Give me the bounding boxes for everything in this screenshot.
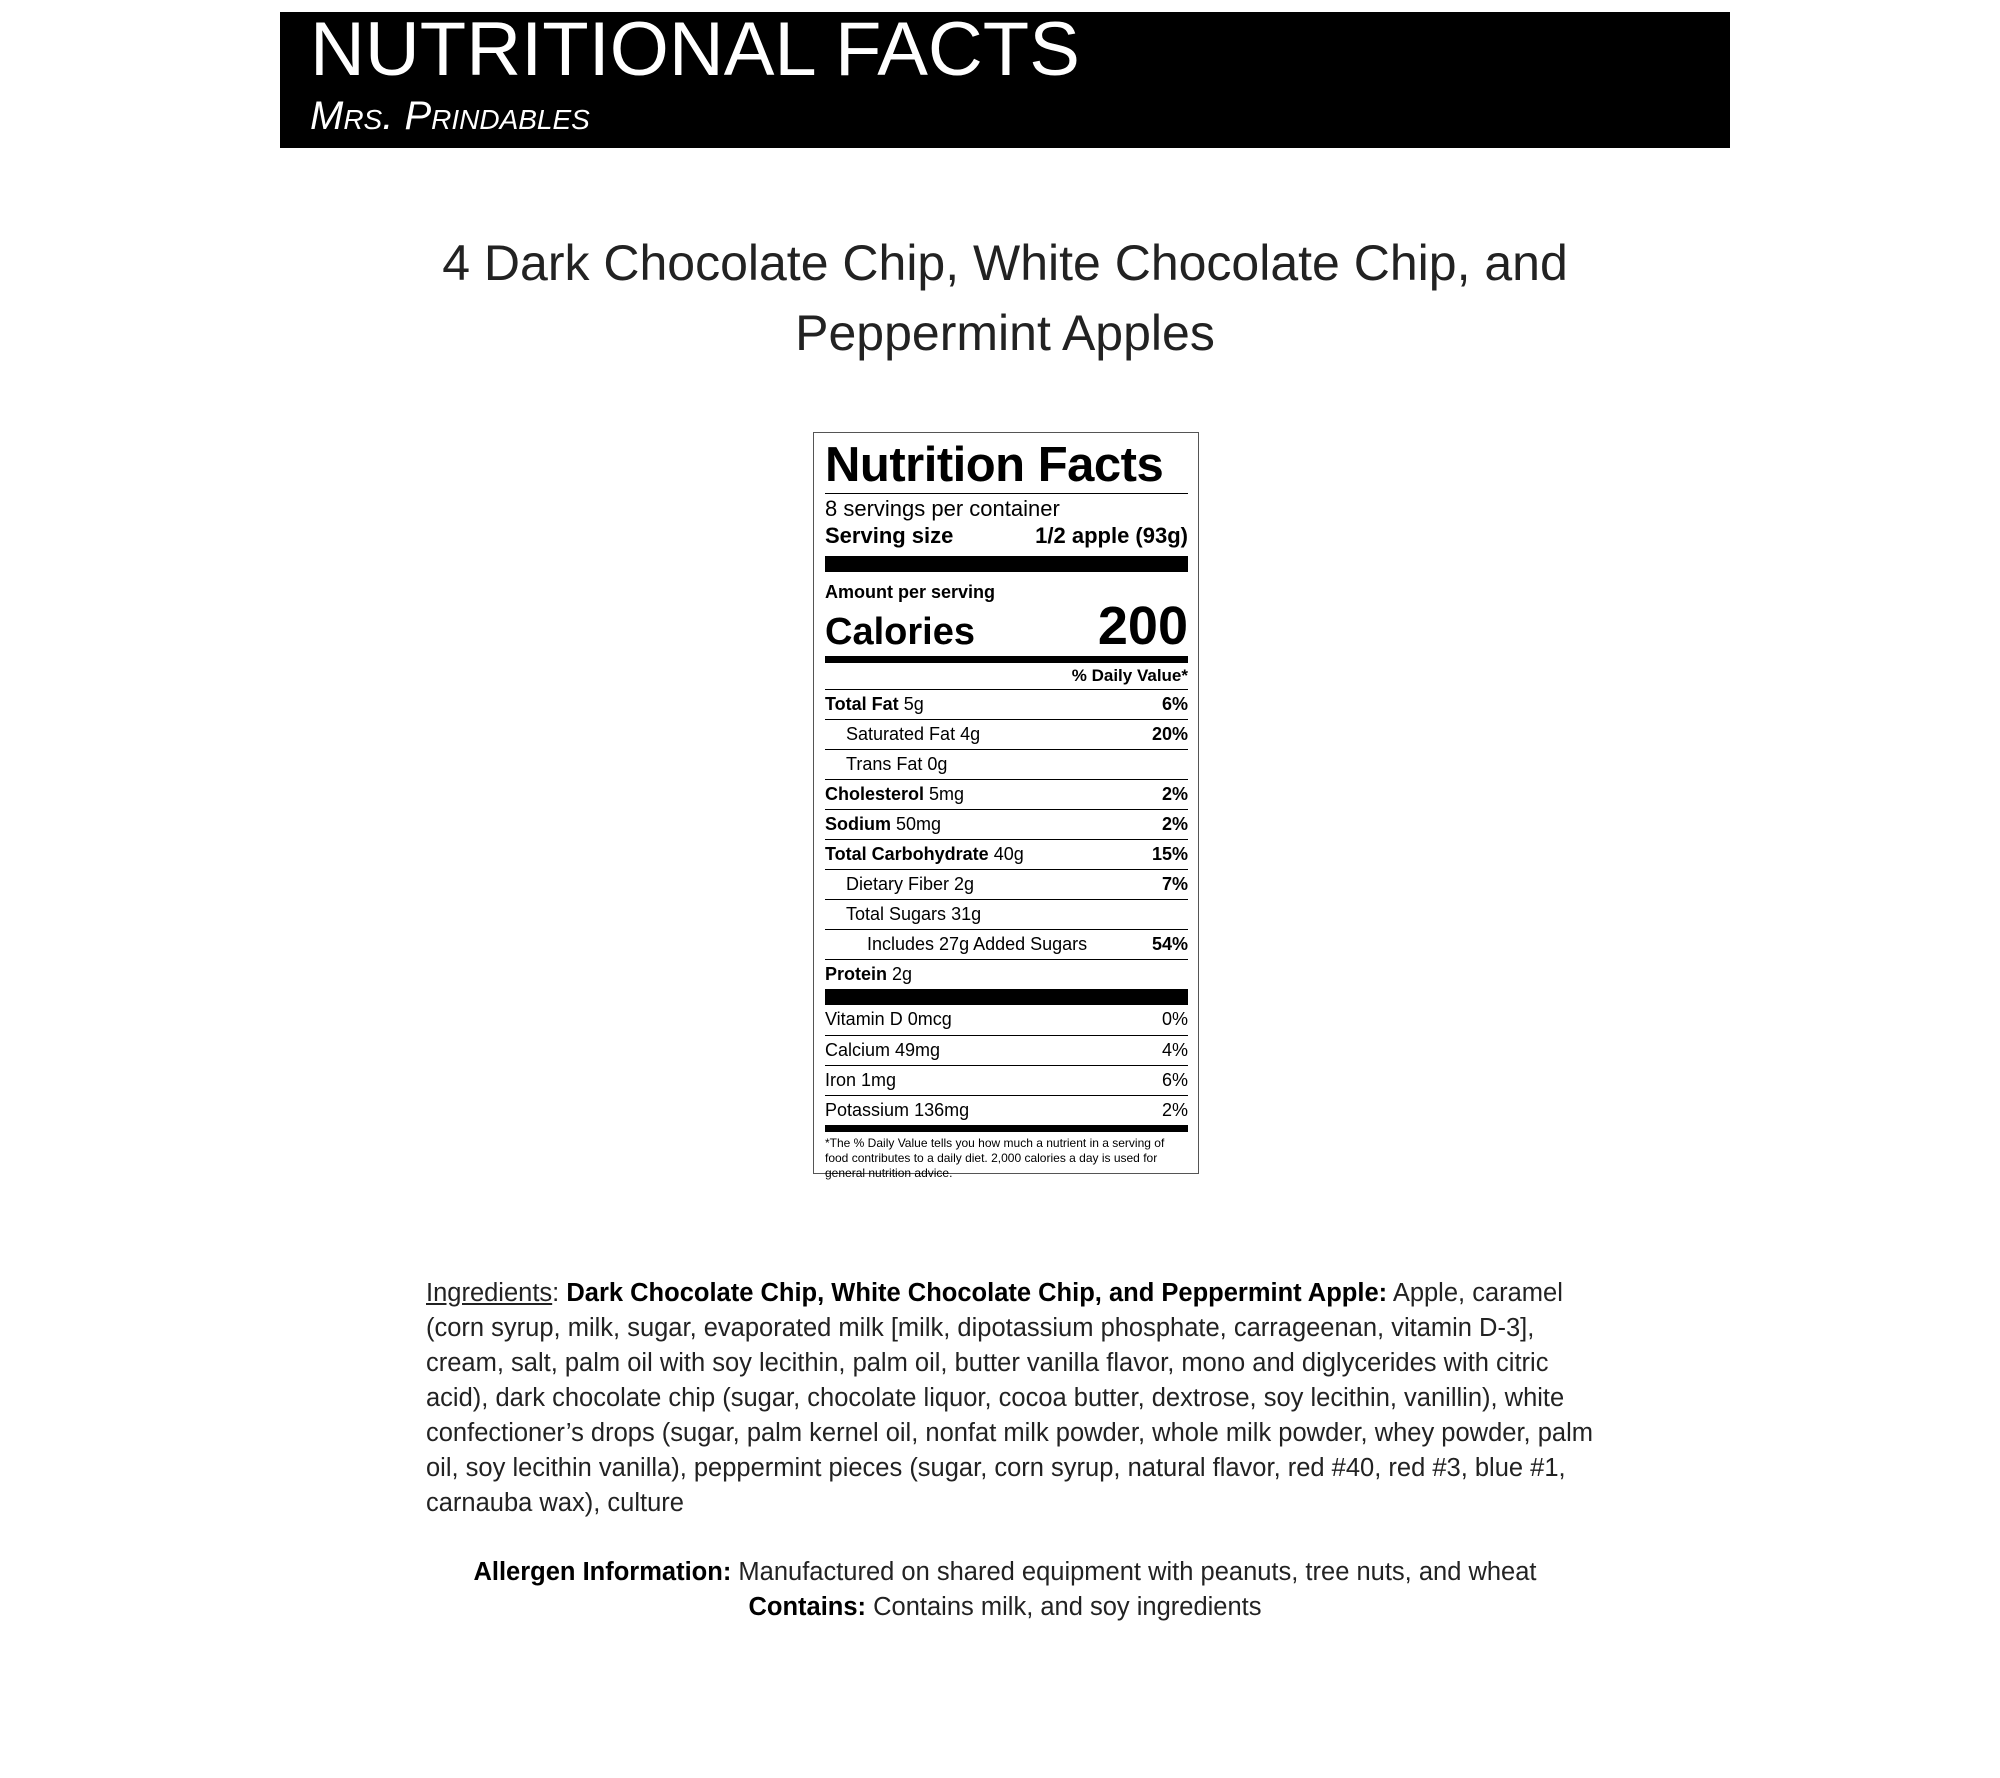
nutrient-name: Total Fat — [825, 694, 899, 714]
vitamin-pct: 2% — [1161, 1100, 1188, 1120]
servings-per-container: 8 servings per container — [825, 496, 1060, 521]
vitamin-amount: 1mg — [861, 1070, 897, 1090]
nutrient-row-total-carbohydrate — [825, 839, 1188, 869]
nutrient-amount: 5g — [903, 694, 924, 714]
nutrient-pct: 7% — [1161, 874, 1188, 894]
nutrient-name: Trans Fat — [846, 754, 923, 774]
nutrient-amount: 2g — [892, 964, 913, 984]
contains-label: Contains: — [748, 1593, 867, 1621]
nutrient-name: Cholesterol — [825, 784, 925, 804]
nutrient-amount: 40g — [993, 844, 1024, 864]
page-title: NUTRITIONAL FACTS — [310, 7, 1080, 92]
nutrient-amount: 2g — [954, 874, 975, 894]
thick-divider — [825, 989, 1188, 1005]
vitamin-pct: 4% — [1161, 1040, 1188, 1060]
vitamin-name: Vitamin D — [825, 1009, 903, 1029]
divider — [825, 493, 1188, 494]
brand-name: Mrs. Prindables — [310, 94, 590, 138]
vitamin-amount: 136mg — [914, 1100, 970, 1120]
daily-value-header: % Daily Value* — [1071, 666, 1188, 685]
product-title-line-2: Peppermint Apples — [795, 305, 1215, 361]
vitamin-row-vitamin-d — [825, 1005, 1188, 1035]
vitamin-pct: 0% — [1161, 1009, 1188, 1029]
nutrient-row-cholesterol — [825, 779, 1188, 809]
nutrition-facts-label — [813, 432, 1199, 1180]
product-title — [400, 228, 1610, 368]
contains-text: Contains milk, and soy ingredients — [873, 1593, 1262, 1621]
nutrition-facts-title: Nutrition Facts — [825, 438, 1164, 492]
calories-label: Calories — [825, 611, 975, 653]
calories-value: 200 — [1097, 596, 1188, 656]
nutrient-amount: 50mg — [896, 814, 942, 834]
thick-divider — [825, 556, 1188, 572]
nutrient-row-total-sugars — [825, 899, 1188, 929]
allergen-text: Manufactured on shared equipment with peanuts, tree nuts, and wheat — [738, 1558, 1537, 1586]
nutrient-pct: 2% — [1161, 814, 1188, 834]
serving-size-row — [825, 522, 1188, 550]
nutrient-name: Total Sugars — [846, 904, 947, 924]
nutrient-row-sodium — [825, 809, 1188, 839]
footer-divider — [825, 1125, 1188, 1132]
vitamin-amount: 0mcg — [907, 1009, 952, 1029]
contains-line — [400, 1590, 1610, 1625]
daily-value-footnote: *The % Daily Value tells you how much a nutrient in a serving of food contributes to a daily diet. 2,000 calories a day is used for general nutrition advice. — [825, 1136, 1165, 1180]
nutrient-pct: 6% — [1161, 694, 1188, 714]
serving-size-value: 1/2 apple (93g) — [1035, 523, 1188, 548]
nutrient-row-trans-fat — [825, 749, 1188, 779]
allergen-section — [400, 1555, 1610, 1625]
nutrient-row-added-sugars — [825, 929, 1188, 959]
product-title-line-1: 4 Dark Chocolate Chip, White Chocolate Chip, and — [442, 235, 1568, 291]
nutrient-name: Saturated Fat — [846, 724, 956, 744]
calories-row — [825, 596, 1188, 656]
vitamin-row-potassium — [825, 1095, 1188, 1125]
ingredients-paragraph: Ingredients: Dark Chocolate Chip, White Chocolate Chip, and Peppermint Apple: Apple, caramel (corn syrup, milk, sugar, evaporated milk [milk, dipotassium phosphate, carrageenan, vitamin D-3], cream, salt, palm oil with soy lecithin, palm oil, butter vanilla flavor, mono and diglycerides with citric acid), dark chocolate chip (sugar, chocolate liquor, cocoa butter, dextrose, soy lecithin, vanillin), white confectioner’s drops (sugar, palm kernel oil, nonfat milk powder, whole milk powder, whey powder, palm oil, soy lecithin vanilla), peppermint pieces (sugar, corn syrup, natural flavor, red #40, red #3, blue #1, carnauba wax), culture — [426, 1279, 1593, 1517]
nutrient-row-saturated-fat — [825, 719, 1188, 749]
header-bar — [280, 7, 1730, 148]
ingredients-label: Ingredients — [426, 1279, 553, 1307]
allergen-label: Allergen Information: — [473, 1558, 732, 1586]
vitamin-row-calcium — [825, 1035, 1188, 1065]
vitamin-name: Calcium — [825, 1040, 891, 1060]
vitamin-pct: 6% — [1161, 1070, 1188, 1090]
vitamin-name: Potassium — [825, 1100, 910, 1120]
nutrient-name: Protein — [825, 964, 888, 984]
nutrient-amount: 0g — [927, 754, 948, 774]
vitamin-row-iron — [825, 1065, 1188, 1095]
nutrient-amount: 31g — [951, 904, 982, 924]
nutrient-name: Dietary Fiber — [846, 874, 950, 894]
vitamin-name: Iron — [825, 1070, 857, 1090]
nutrient-name: Includes 27g Added Sugars — [867, 934, 1088, 954]
vitamin-amount: 49mg — [895, 1040, 941, 1060]
nutrient-pct: 20% — [1151, 724, 1188, 744]
amount-per-serving: Amount per serving — [825, 582, 996, 602]
nutrient-pct: 54% — [1151, 934, 1188, 954]
nutrient-pct: 15% — [1151, 844, 1188, 864]
nutrient-amount: 4g — [960, 724, 981, 744]
nutrient-name: Sodium — [825, 814, 891, 834]
ingredients-text: Apple, caramel (corn syrup, milk, sugar, evaporated milk [milk, dipotassium phosphate, carrageenan, vitamin D-3], cream, salt, palm oil with soy lecithin, palm oil, butter vanilla flavor, mono and diglycerides with citric acid), dark chocolate chip (sugar, chocolate liquor, cocoa butter, dextrose, soy lecithin, vanillin), white confectioner’s drops (sugar, palm kernel oil, nonfat milk powder, whole milk powder, whey powder, palm oil, soy lecithin vanilla), peppermint pieces (sugar, corn syrup, natural flavor, red #40, red #3, blue #1, carnauba wax), culture — [426, 1279, 1593, 1517]
nutrient-pct: 2% — [1161, 784, 1188, 804]
nutrient-amount: 5mg — [929, 784, 965, 804]
nutrient-name: Total Carbohydrate — [825, 844, 989, 864]
nutrient-row-total-fat — [825, 689, 1188, 719]
nutrient-row-dietary-fiber — [825, 869, 1188, 899]
ingredients-product-name: Dark Chocolate Chip, White Chocolate Chip, and Peppermint Apple: — [566, 1279, 1388, 1307]
allergen-line — [400, 1555, 1610, 1590]
medium-divider — [825, 656, 1188, 663]
nutrient-row-protein — [825, 959, 1188, 989]
serving-size-label: Serving size — [825, 523, 954, 548]
